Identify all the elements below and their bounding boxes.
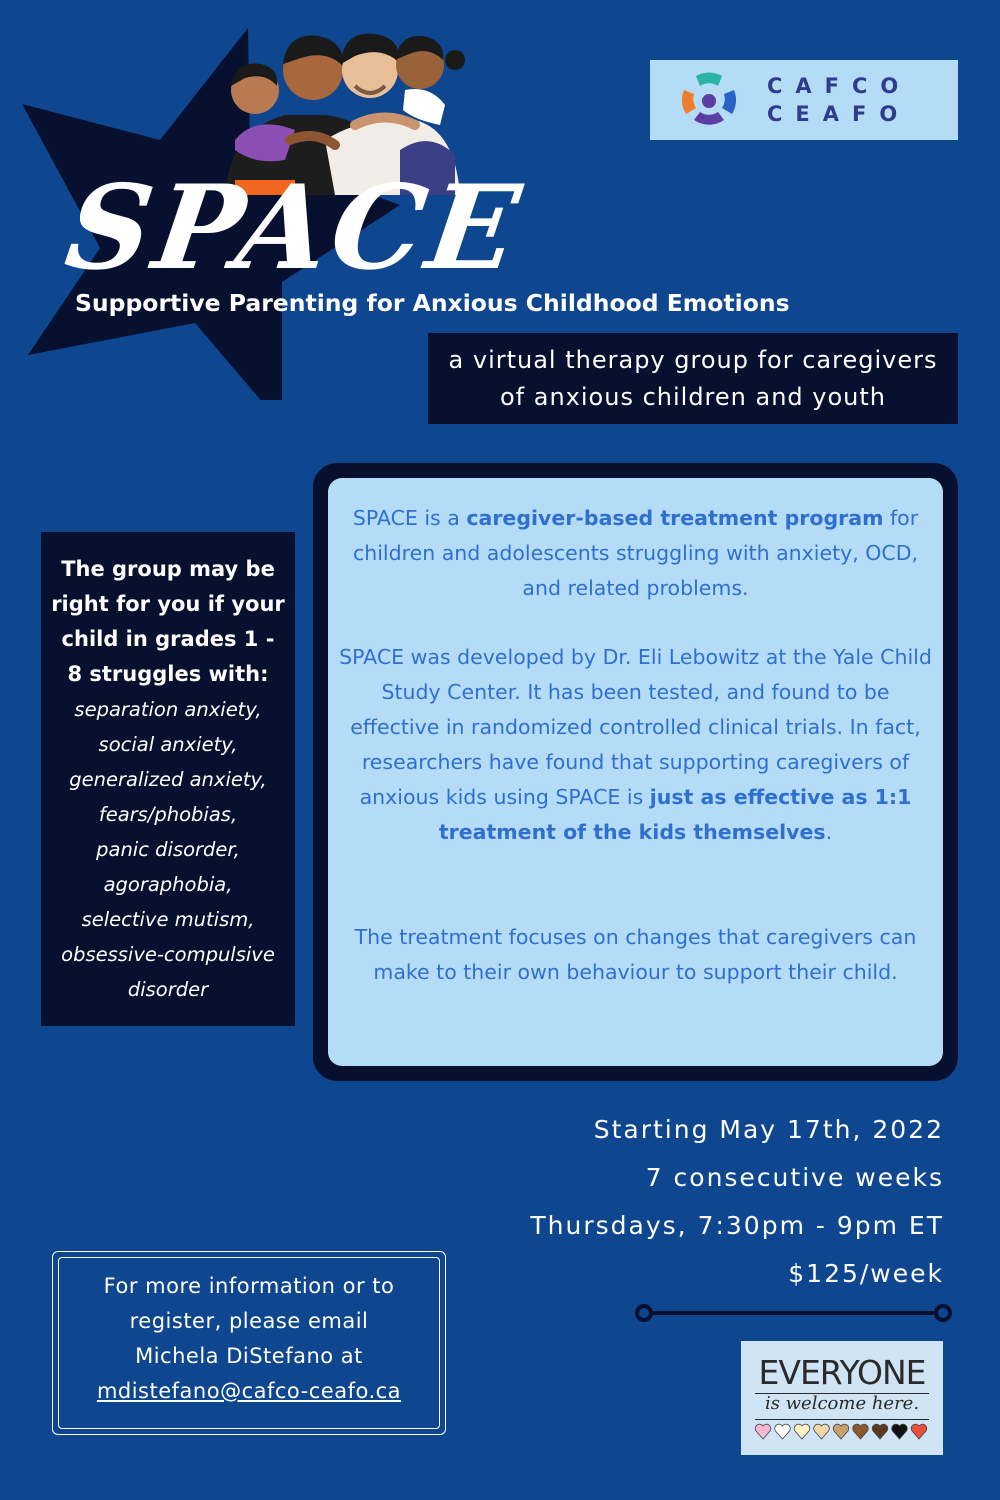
pride-hearts-icon (751, 1421, 933, 1443)
contact-box (52, 1251, 446, 1435)
conditions-list (41, 692, 295, 1007)
heart-icon (794, 1424, 810, 1439)
info-text: SPACE is a (352, 506, 467, 530)
heart-icon (872, 1424, 888, 1439)
welcome-subtext: is welcome here. (764, 1393, 920, 1414)
eligibility-intro: The group may be right for you if your child in grades 1 - 8 struggles with: (51, 557, 285, 686)
condition-item: generalized anxiety, (69, 768, 267, 791)
condition-item: selective mutism, (81, 908, 255, 931)
schedule-block (530, 1106, 944, 1298)
info-emphasis: caregiver-based treatment program (466, 506, 884, 530)
cafco-logo (650, 60, 958, 140)
contact-line: Michela DiStefano at (135, 1344, 363, 1368)
page-title: SPACE (58, 160, 531, 296)
session-time: Thursdays, 7:30pm - 9pm ET (530, 1211, 944, 1240)
contact-line: register, please email (129, 1309, 369, 1333)
heart-icon (775, 1424, 791, 1439)
contact-text (53, 1269, 445, 1409)
tagline-line2: of anxious children and youth (500, 382, 886, 411)
logo-line2: CEAFO (767, 102, 911, 126)
info-panel (328, 478, 943, 1066)
eligibility-box (41, 532, 295, 1026)
info-paragraph-2 (338, 640, 933, 850)
heart-icon (911, 1424, 927, 1439)
cafco-logo-icon (676, 68, 742, 134)
info-text: SPACE was developed by Dr. Eli Lebowitz at the Yale Child Study Center. It has been tested, and found to be effective in randomized controlled clinical trials. In fact, researchers have found that supporting caregivers of anxious kids using SPACE is (339, 645, 932, 809)
logo-line1: CAFCO (767, 74, 912, 98)
heart-icon (814, 1424, 830, 1439)
email-link[interactable]: mdistefano@cafco-ceafo.ca (96, 1379, 402, 1403)
heart-icon (853, 1424, 869, 1439)
heart-icon (755, 1424, 771, 1439)
info-text: . (825, 820, 833, 844)
start-date: Starting May 17th, 2022 (593, 1115, 944, 1144)
info-text: for children and adolescents struggling with anxiety, OCD, and related problems. (352, 506, 919, 600)
info-paragraph-3: The treatment focuses on changes that caregivers can make to their own behaviour to support their child. (354, 925, 917, 984)
condition-item: disorder (127, 978, 209, 1001)
everyone-welcome-badge (741, 1341, 943, 1455)
price: $125/week (788, 1259, 944, 1288)
page-subtitle: Supportive Parenting for Anxious Childhood Emotions (75, 289, 790, 317)
condition-item: separation anxiety, (74, 698, 262, 721)
welcome-heading: EVERYONE (758, 1353, 926, 1392)
heart-icon (892, 1424, 908, 1439)
info-emphasis: just as effective as 1:1 treatment of the kids themselves (438, 785, 912, 844)
duration: 7 consecutive weeks (645, 1163, 944, 1192)
tagline-line1: a virtual therapy group for caregivers (448, 345, 938, 374)
contact-line: For more information or to (103, 1274, 395, 1298)
condition-item: panic disorder, (96, 838, 240, 861)
info-paragraph-1 (340, 501, 931, 606)
divider-line (632, 1300, 957, 1326)
condition-item: social anxiety, (98, 733, 238, 756)
tagline-box (428, 333, 958, 424)
heart-icon (833, 1424, 849, 1439)
condition-item: fears/phobias, (98, 803, 238, 826)
condition-item: obsessive-compulsive (61, 943, 275, 966)
condition-item: agoraphobia, (103, 873, 233, 896)
welcome-rule (755, 1419, 929, 1420)
